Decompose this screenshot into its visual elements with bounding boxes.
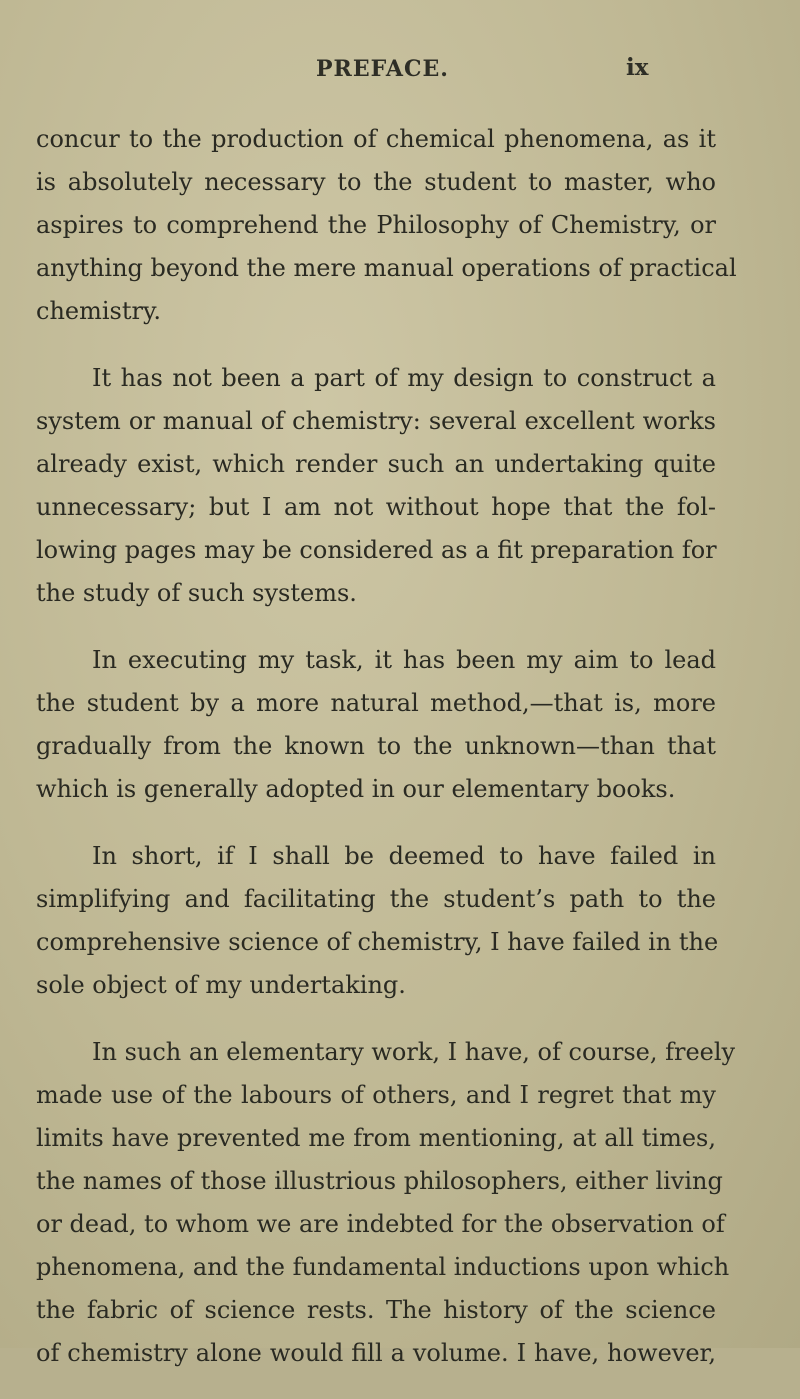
text-line: chemistry. [36,297,161,325]
text-line: which is generally adopted in our elementary books. [36,775,676,803]
text-line: It has not been a part of my design to construct a [92,364,716,392]
page-header [0,56,800,92]
text-line: aspires to comprehend the Philosophy of Chemistry, or [36,211,716,239]
text-line: anything beyond the mere manual operations of practical [36,254,737,282]
text-line: comprehensive science of chemistry, I have failed in the [36,928,719,956]
text-line: concur to the production of chemical phenomena, as it [36,125,716,153]
text-line: In short, if I shall be deemed to have failed in [92,842,716,870]
text-line: is absolutely necessary to the student to master, who [36,168,716,196]
text-line: In such an elementary work, I have, of course, freely [92,1038,736,1066]
text-line: of chemistry alone would fill a volume. I have, however, [36,1339,716,1367]
paragraph-4 [36,835,719,1007]
page-number: ix [626,54,649,81]
text-line: already exist, which render such an undertaking quite [36,450,716,478]
text-line: gradually from the known to the unknown—than that [36,732,716,760]
text-line: phenomena, and the fundamental inductions upon which [36,1253,730,1281]
text-line: the study of such systems. [36,579,357,607]
text-line: made use of the labours of others, and I regret that my [36,1081,716,1109]
text-line: the names of those illustrious philosophers, either living [36,1167,723,1195]
text-line: the fabric of science rests. The history of the science [36,1296,716,1324]
text-line: limits have prevented me from mentioning, at all times, [36,1124,716,1152]
text-line: unnecessary; but I am not without hope that the fol- [36,493,716,521]
body-text [36,118,737,1399]
paragraph-3 [36,639,716,811]
text-line: or dead, to whom we are indebted for the observation of [36,1210,725,1238]
paragraph-1 [36,118,737,333]
paragraph-2 [36,357,716,615]
text-line: simplifying and facilitating the student’s path to the [36,885,716,913]
text-line: In executing my task, it has been my aim to lead [92,646,716,674]
text-line: system or manual of chemistry: several excellent works [36,407,716,435]
text-line: lowing pages may be considered as a fit preparation for [36,536,717,564]
running-head: PREFACE. [316,56,449,82]
paragraph-5 [36,1031,736,1375]
text-line: sole object of my undertaking. [36,971,406,999]
text-line: the student by a more natural method,—that is, more [36,689,716,717]
